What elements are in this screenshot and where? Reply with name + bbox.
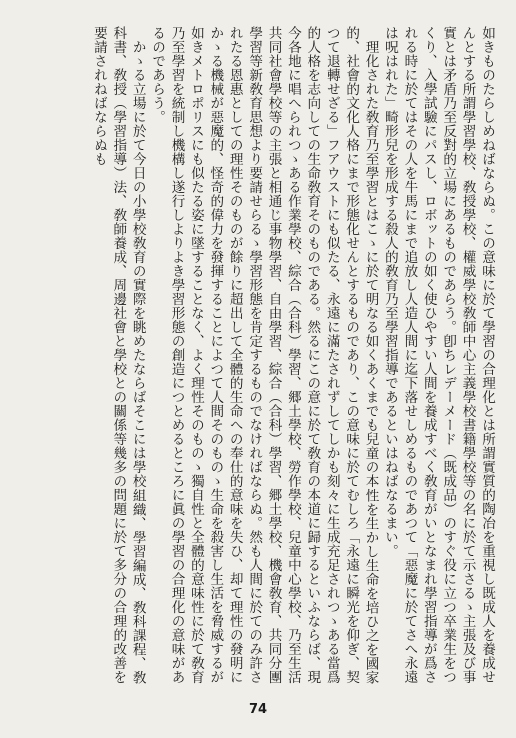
paragraph: 如きものたらしめねばならぬ。この意味に於て學習の合理化とは所謂實質的陶冶を重視し既成人を養成せんとする所謂學習學校、敎授學校、權威學校敎師中心主義學校書籍學校等の名に於て示さるゝ主張及び事實とは矛盾乃至反對的立場にあるものであらう。卽ちレデーメード（既成品）のすぐ役に立つ卒業生をつくり、入學試驗にパスし、ロボットの如く使ひやすい人間を養成すべく敎育がいとなまれ學習指導が爲される時に於てはその人を牛馬にまで追放し人造人間に迄下落せしめるものであつて「惡魔に於てさへ永遠は呪はれた」畸形兒を形成する殺人的敎育乃至學習指導であるといはねばなるまい。 [381,26,495,684]
page-number: 74 [248,702,268,717]
body-text [28,26,496,684]
paragraph: 理化された敎育乃至學習とはこゝに於て明なる如くあくまでも兒童の本性を生かし生命を培ひ之を國家的、社會的文化人格にまで形態化せんとするものであり、この意味に於てむしろ「永遠に瞬光を仰ぎ、契つて退轉せざる」フアウストにも似たる、永遠に滿たされずしてしかも刻々に生成充足されつゝある當爲的人格を志向しての生命敎育そのものである。然るにこの意に於て敎育の本道に歸するといふならば、現今各地に唱へられつゝある作業學校、綜合（合科）學習、郷土學校、勞作學校、兒童中心學校、乃至生活共同社會學校等の主張と相通じ事物學習、自由學習、綜合（合科）學習、郷土學校、機會敎育、共同分團學習等新敎育思想より要請せらるゝ學習形態を肯定するものでなければならぬ。然も人間に於てのみ許されたる恩惠としての理性そのものが餘りに超出して全體的生命への奉仕的意味を失ひ、却て理性の發明にかゝる機械が惡魔的、怪奇的偉力を發揮することによつて人間そのものゝ生命を殺害し生活を脅威するが如きメトロポリスにも似たる姿に墜することなく、よく理性そのものゝ獨自性と全體的意味性に於て敎育乃至學習を統制し機構し遂行しよりよき學習形態の創造につとめるところに眞の學習の合理化の意味があるのであらう。 [149,26,379,684]
paragraph: かゝる立場に於て今日の小學校敎育の實際を眺めたならばそこには學校組織、學習編成、敎科課程、敎科書、敎授（學習指導）法、敎師養成、周邊社會と學校との關係等幾多の問題に於て多分の合理的改善を要請されねばならぬも [90,26,146,684]
